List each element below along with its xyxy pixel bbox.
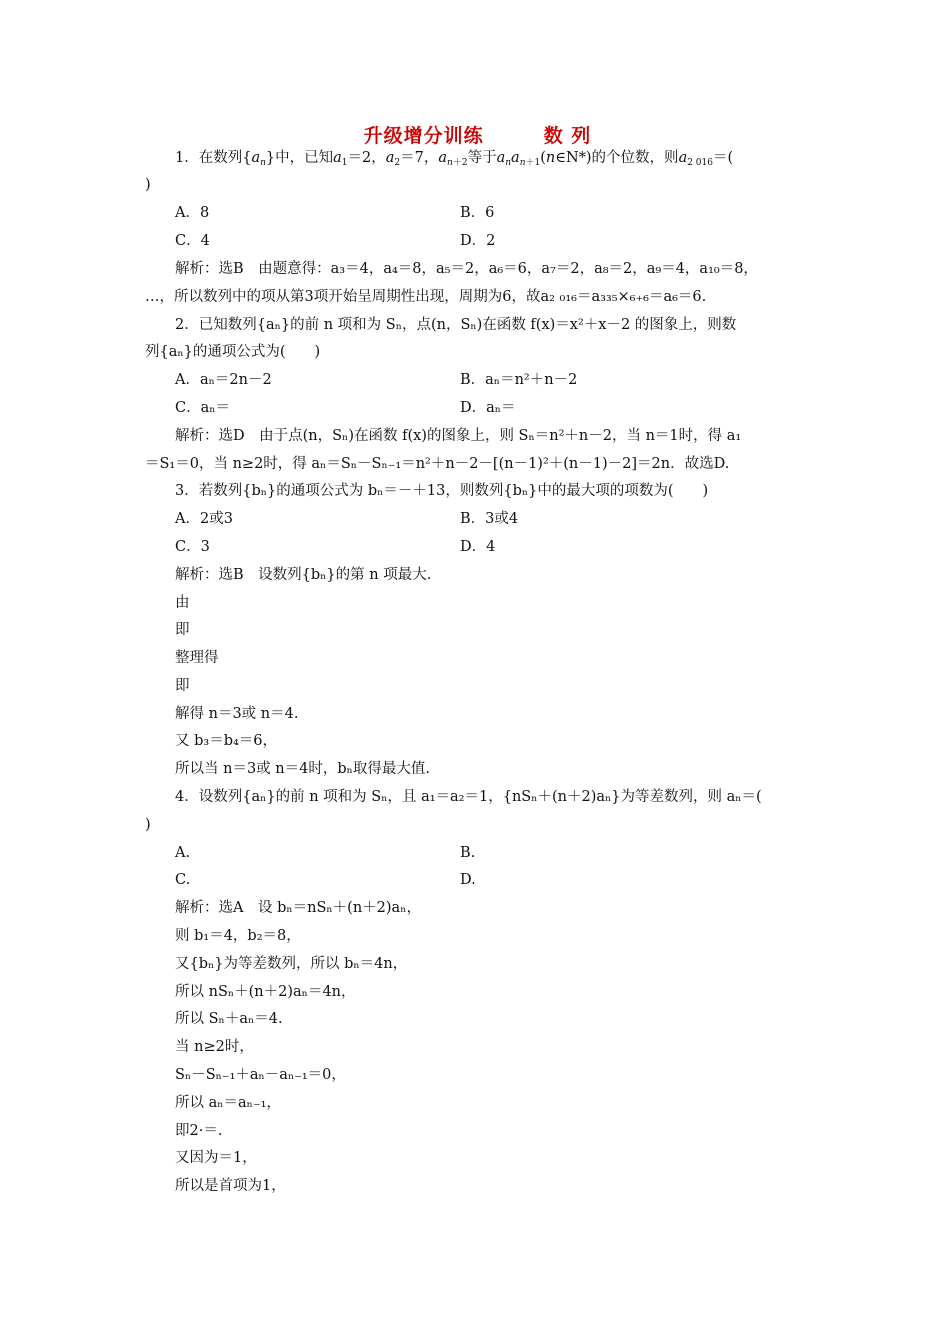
document-page [145,0,810,1344]
q4-options-row2: C. D. [175,872,476,888]
q3-step3: 整理得 [175,650,219,666]
q4-step1: 解析：选A 设 bₙ＝nSₙ＋(n＋2)aₙ， [175,900,421,916]
q1-stem-close: ) [145,177,151,193]
q3-stem: 3．若数列{bₙ}的通项公式为 bₙ＝－＋13，则数列{bₙ}中的最大项的项数为( ) [175,483,709,499]
q4-step11: 所以是首项为1， [175,1178,286,1194]
q3-step5: 解得 n＝3或 n＝4. [175,706,299,722]
q4-step8: 所以 aₙ＝aₙ₋₁， [175,1095,281,1111]
q3-step6: 又 b₃＝b₄＝6， [175,733,278,749]
q3-step2: 即 [175,622,190,638]
q2-stem-line2: 列{aₙ}的通项公式为( ) [145,344,321,360]
page-title [145,121,810,148]
q3-step7: 所以当 n＝3或 n＝4时，bₙ取得最大值. [175,761,431,777]
q2-solution-line1: 解析：选D 由于点(n，Sₙ)在函数 f(x)的图象上，则 Sₙ＝n²＋n－2，当 n＝1时，得 a₁ [175,428,742,444]
q4-step2: 则 b₁＝4，b₂＝8， [175,928,301,944]
q4-step3: 又{bₙ}为等差数列，所以 bₙ＝4n， [175,956,408,972]
q4-stem-line1: 4．设数列{aₙ}的前 n 项和为 Sₙ，且 a₁＝a₂＝1，{nSₙ＋(n＋2)aₙ}为等差数列，则 aₙ＝( [175,789,762,805]
q2-stem-line1: 2．已知数列{aₙ}的前 n 项和为 Sₙ，点(n，Sₙ)在函数 f(x)＝x²＋x－2 的图象上，则数 [175,317,737,333]
q3-step4: 即 [175,678,190,694]
q3-options-row2: C．3 D．4 [175,539,496,555]
q1-options-row2: C．4 D．2 [175,233,496,249]
q2-options-row1: A．aₙ＝2n－2 B．aₙ＝n²＋n－2 [175,372,578,388]
q1-solution-line1: 解析：选B 由题意得：a₃＝4，a₄＝8，a₅＝2，a₆＝6，a₇＝2，a₈＝2，a₉＝4，a₁₀＝8， [175,261,758,277]
q1-stem: 1．在数列$\{a_n\}$中，已知$a_1=2$，$a_2=7$，$a_{n+2}$等于$a_na_{n+1}(n\in N*)$的个位数，则$a_{2 016}=$( [175,150,734,168]
q4-stem-line2: ) [145,817,151,833]
q4-step4: 所以 nSₙ＋(n＋2)aₙ＝4n， [175,984,356,1000]
q1-options-row1: A．8 B．6 [175,205,495,221]
q4-step5: 所以 Sₙ＋aₙ＝4. [175,1011,283,1027]
q3-options-row1: A．2或3 B．3或4 [175,511,519,527]
title-right: 数 列 [543,125,592,147]
q3-solution: 解析：选B 设数列{bₙ}的第 n 项最大. [175,567,432,583]
title-left: 升级增分训练 [363,125,484,147]
q2-options-row2: C．aₙ＝ D．aₙ＝ [175,400,516,416]
q4-options-row1: A. B. [175,845,476,861]
q2-solution-line2: ＝S₁＝0，当 n≥2时，得 aₙ＝Sₙ－Sₙ₋₁＝n²＋n－2－[(n－1)²＋(n－1)－2]＝2n．故选D. [145,456,730,472]
q4-step6: 当 n≥2时， [175,1039,254,1055]
q4-step10: 又因为＝1， [175,1150,257,1166]
q4-step7: Sₙ－Sₙ₋₁＋aₙ－aₙ₋₁＝0， [175,1067,346,1083]
q1-solution-line2: …，所以数列中的项从第3项开始呈周期性出现，周期为6，故a₂ ₀₁₆＝a₃₃₅×₆₊₆＝a₆＝6. [145,289,707,305]
q3-step1: 由 [175,595,190,611]
q4-step9: 即2·＝. [175,1123,223,1139]
